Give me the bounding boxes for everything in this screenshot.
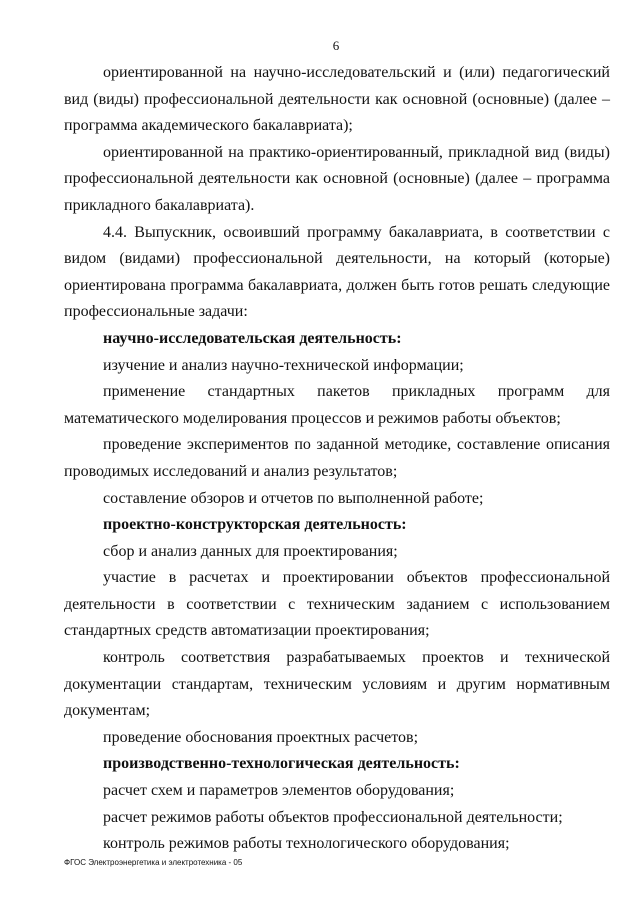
paragraph-graduate-tasks: 4.4. Выпускник, освоивший программу бакалавриата, в соответствии с видом (видами) профессиональной деятельности, на который (которые) ориентирована программа бакалавриата, должен быть готов решать следующие профессиональные задачи: [64,223,610,321]
list-item: применение стандартных пакетов прикладных программ для математического моделирования процессов и режимов работы объектов; [64,383,610,427]
footer-standard-code: ФГОС Электроэнергетика и электротехника - 05 [64,858,243,867]
list-item: контроль соответствия разрабатываемых проектов и технической документации стандартам, техническим условиям и другим нормативным документам; [64,649,610,720]
heading-research-activity: научно-исследовательская деятельность: [103,329,402,347]
paragraph-applied-bachelor: ориентированной на практико-ориентированный, прикладной вид (виды) профессиональной деятельности как основной (основные) (далее – программа прикладного бакалавриата). [64,143,610,214]
page-number: 6 [332,38,340,53]
heading-design-activity: проектно-конструкторская деятельность: [103,516,407,534]
list-item: составление обзоров и отчетов по выполненной работе; [103,489,484,507]
page-content [64,60,610,858]
list-item: проведение экспериментов по заданной методике, составление описания проводимых исследований и анализ результатов; [64,436,610,480]
list-item: изучение и анализ научно-технической информации; [103,356,464,374]
heading-production-activity: производственно-технологическая деятельность: [103,755,460,773]
list-item: сбор и анализ данных для проектирования; [103,542,398,560]
list-item: расчет схем и параметров элементов оборудования; [103,782,455,800]
list-item: участие в расчетах и проектировании объектов профессиональной деятельности в соответствии с техническим заданием с использованием стандартных средств автоматизации проектирования; [64,569,610,640]
list-item: проведение обоснования проектных расчетов; [103,728,419,746]
list-item: контроль режимов работы технологического оборудования; [103,835,510,853]
list-item: расчет режимов работы объектов профессиональной деятельности; [103,808,563,826]
paragraph-academic-bachelor: ориентированной на научно-исследовательский и (или) педагогический вид (виды) профессиональной деятельности как основной (основные) (далее – программа академического бакалавриата); [64,64,610,135]
